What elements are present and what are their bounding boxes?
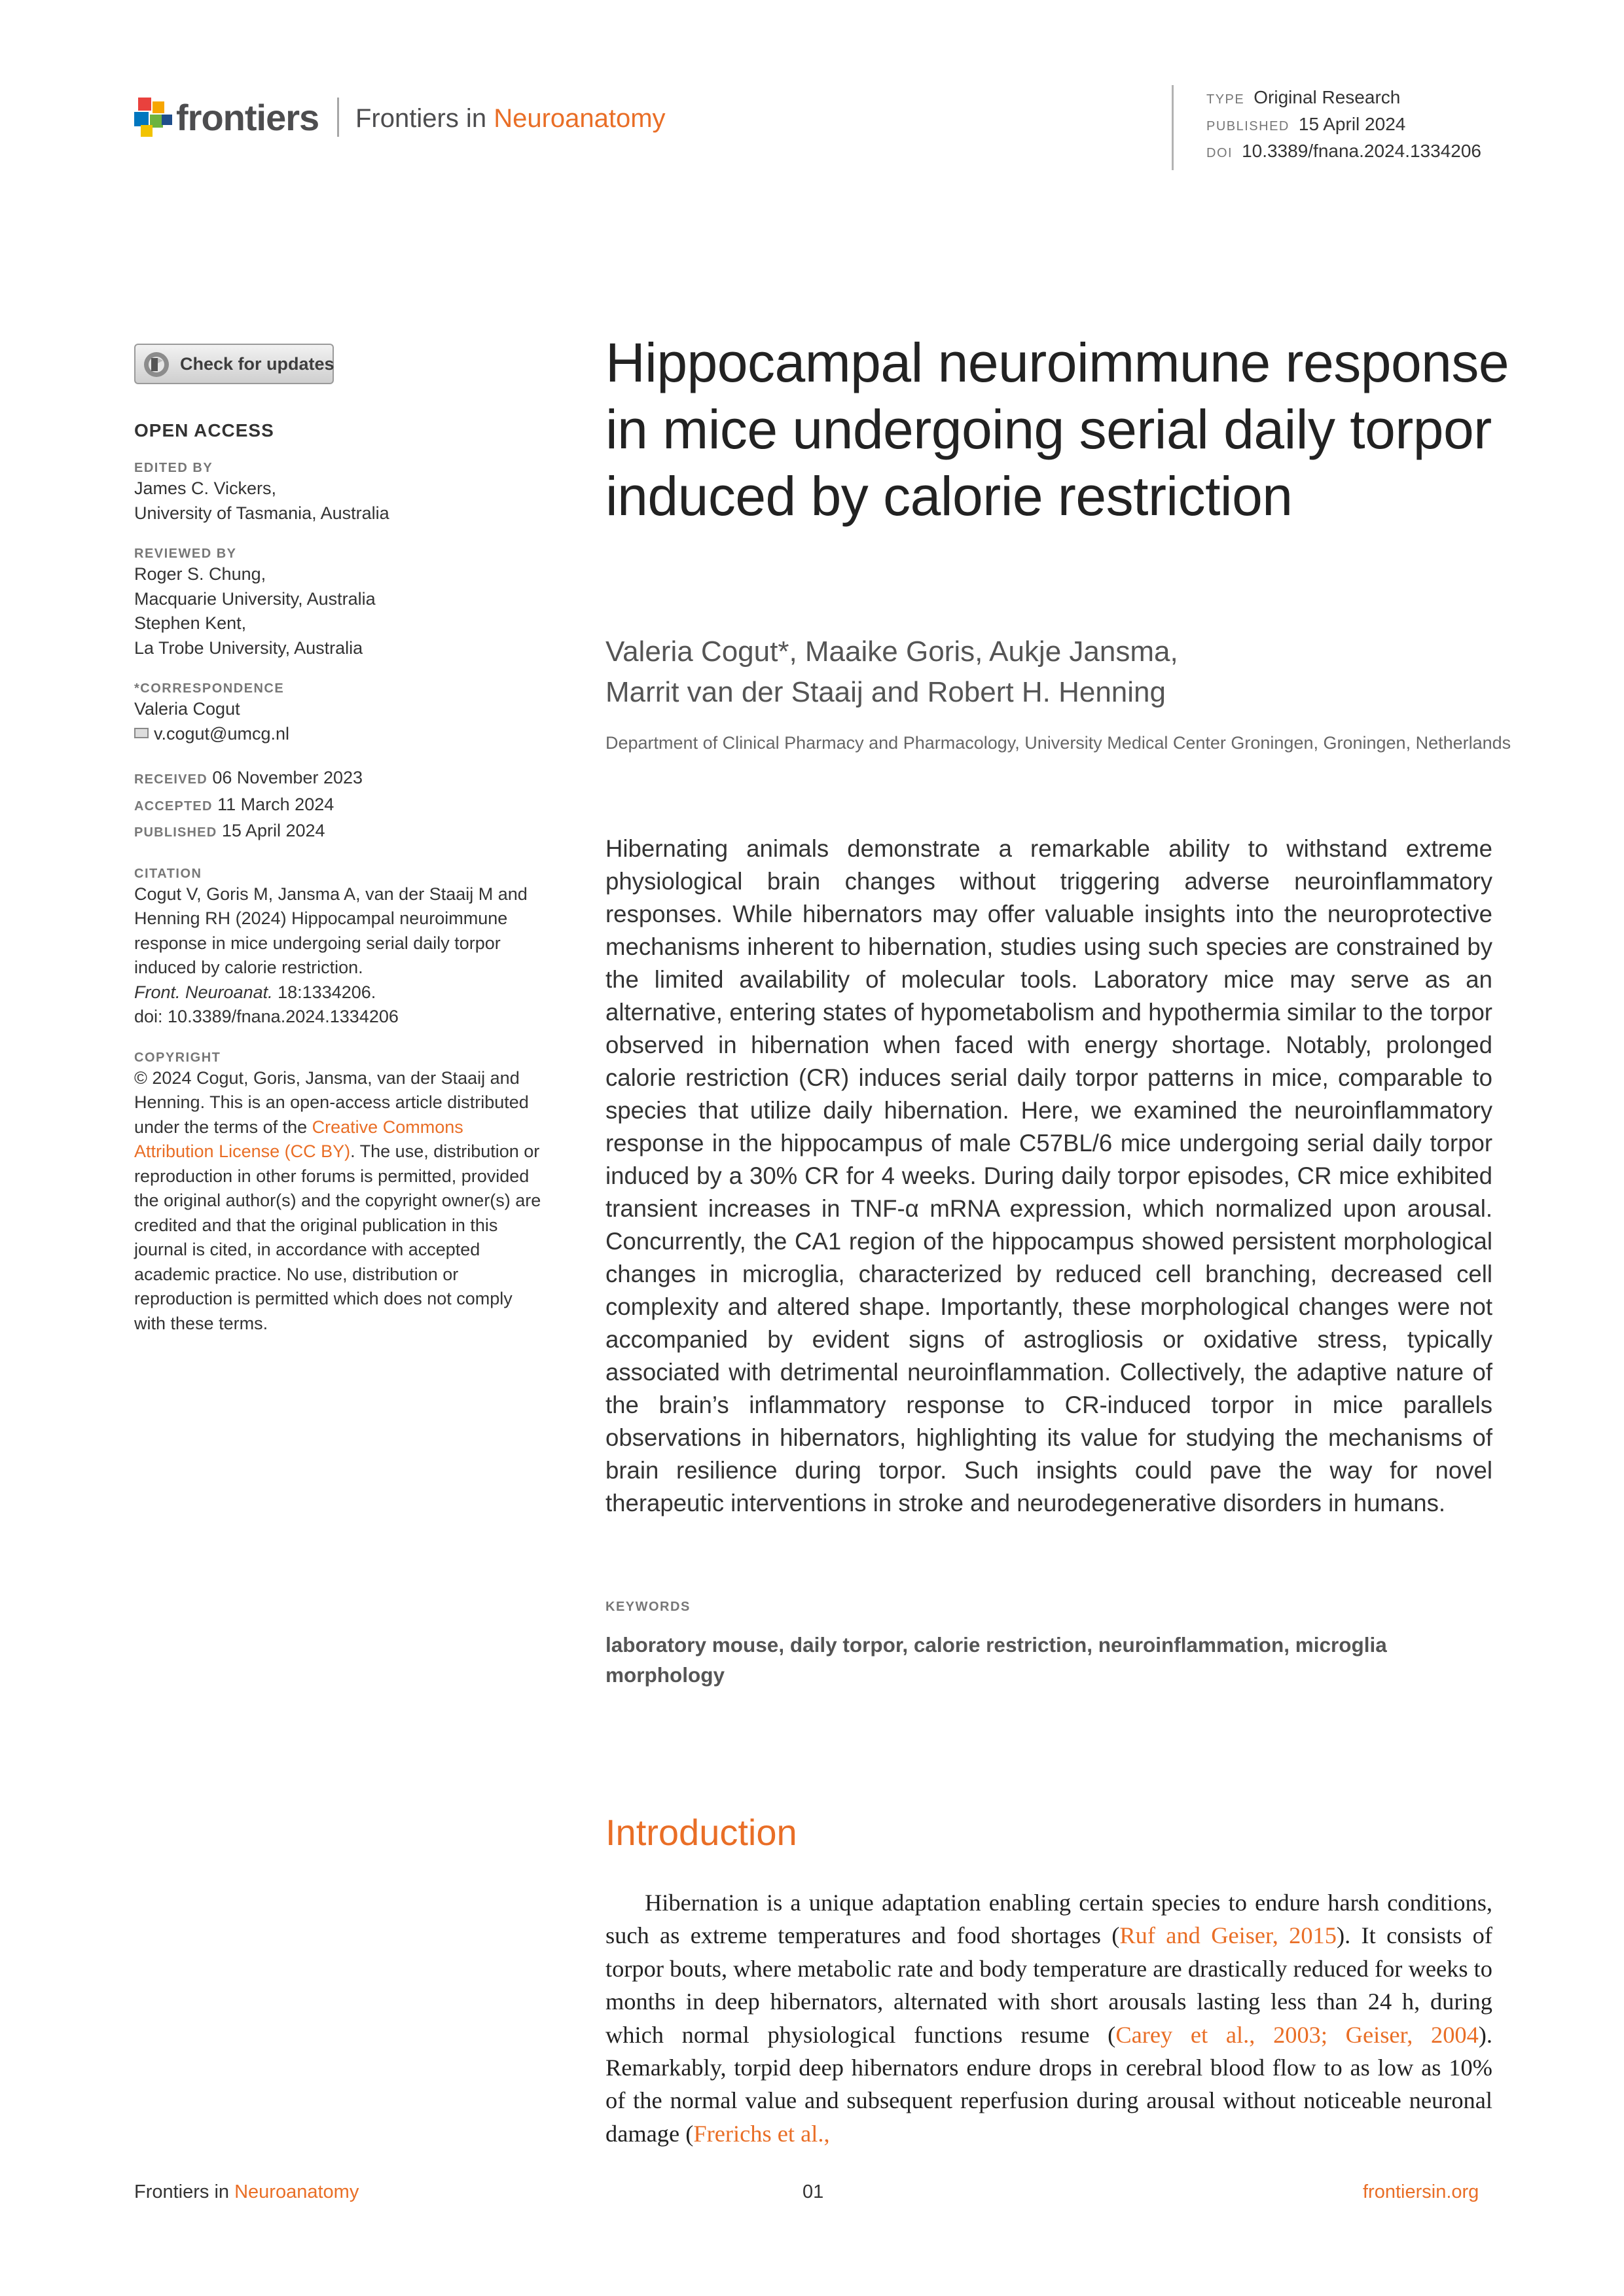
editor-info: James C. Vickers, University of Tasmania, Australia — [134, 478, 389, 523]
open-access-label: OPEN ACCESS — [134, 420, 274, 440]
edited-by-label: EDITED BY — [134, 461, 213, 475]
brand-name: frontiers — [176, 97, 319, 138]
correspondence-email-row — [134, 722, 547, 747]
correspondence-name: Valeria Cogut — [134, 699, 240, 719]
journal-name: Neuroanatomy — [494, 104, 666, 133]
license-link[interactable]: Creative Commons Attribution License (CC BY) — [134, 1117, 463, 1161]
footer-site-link[interactable]: frontiersin.org — [1363, 2181, 1479, 2202]
reviewed-by-label: REVIEWED BY — [134, 547, 237, 561]
frontiers-logo-icon — [134, 98, 173, 137]
reviewer-info: Roger S. Chung, Macquarie University, Australia Stephen Kent, La Trobe University, Australia — [134, 564, 376, 658]
published-date: PUBLISHED 15 April 2024 — [134, 821, 325, 840]
keywords-label: KEYWORDS — [605, 1600, 691, 1614]
journal-logo — [134, 95, 815, 141]
crossmark-icon — [142, 350, 171, 379]
article-dates — [134, 766, 547, 846]
citation-link[interactable]: Frerichs et al., — [693, 2120, 830, 2147]
sidebar — [134, 344, 547, 1336]
meta-type: TYPE Original Research — [1206, 87, 1401, 107]
copyright-text: © 2024 Cogut, Goris, Jansma, van der Staaij and Henning. This is an open-access article distributed under the terms of the Creative Commons Attribution License (CC BY). The use, distribution or reproduction in other forums is permitted, provided the original author(s) and the copyright owner(s) are credited and that the original publication in this journal is cited, in accordance with accepted academic practice. No use, distribution or reproduction is permitted which does not comply with these terms. — [134, 1067, 541, 1333]
introduction-paragraph: Hibernation is a unique adaptation enabling certain species to endure harsh conditions, such as extreme temperatures and food shortages (Ruf and Geiser, 2015). It consists of torpor bouts, where metabolic rate and body temperature are drastically reduced for weeks to months in deep hibernators, alternated with short arousals lasting less than 24 h, during which normal physiological functions resume (Carey et al., 2003; Geiser, 2004). Remarkably, torpid deep hibernators endure drops in cerebral blood flow to as low as 10% of the normal value and subsequent reperfusion during arousal without noticeable neuronal damage (Frerichs et al., — [605, 1890, 1493, 2147]
citation-link[interactable]: Carey et al., 2003; Geiser, 2004 — [1115, 2021, 1479, 2048]
meta-published: PUBLISHED 15 April 2024 — [1206, 114, 1406, 134]
abstract: Hibernating animals demonstrate a remarkable ability to withstand extreme physiological brain changes without triggering adverse neuroinflammatory responses. While hibernators may offer valuable insights into the neuroprotective mechanisms inherent to hibernation, studies using such species are constrained by the limited availability of molecular tools. Laboratory mice may serve as an alternative, entering states of hypometabolism and hypothermia similar to the torpor observed in hibernation when faced with energy shortage. Notably, prolonged calorie restriction (CR) induces serial daily torpor patterns in mice, comparable to species that utilize daily hibernation. Here, we examined the neuroinflammatory response in the hippocampus of male C57BL/6 mice undergoing serial daily torpor induced by a 30% CR for 4 weeks. During daily torpor episodes, CR mice exhibited transient increases in TNF-α mRNA expression, which normalized upon arousal. Concurrently, the CA1 region of the hippocampus showed persistent morphological changes in microglia, characterized by reduced cell branching, decreased cell complexity and altered shape. Importantly, these morphological changes were not accompanied by evident signs of astrogliosis or oxidative stress, typically associated with detrimental neuroinflammation. Collectively, the adaptive nature of the brain’s inflammatory response to CR-induced torpor in mice parallels observations in hibernators, highlighting its value for studying the mechanisms of brain resilience during torpor. Such insights could pave the way for novel therapeutic interventions in stroke and neurodegenerative disorders in humans. — [605, 835, 1492, 1516]
citation-text: Cogut V, Goris M, Jansma A, van der Staaij M and Henning RH (2024) Hippocampal neuroimmune response in mice undergoing serial daily torpor induced by calorie restriction. Front. Neuroanat. 18:1334206. doi: 10.3389/fnana.2024.1334206 — [134, 884, 528, 1026]
envelope-icon — [134, 728, 149, 738]
page-number: 01 — [803, 2181, 824, 2202]
affiliation: Department of Clinical Pharmacy and Pharmacology, University Medical Center Groningen, Groningen, Netherlands — [605, 733, 1511, 753]
correspondence-label: *CORRESPONDENCE — [134, 681, 285, 696]
copyright-label: COPYRIGHT — [134, 1050, 221, 1065]
footer-journal: Frontiers in Neuroanatomy — [134, 2181, 359, 2202]
check-for-updates-button[interactable] — [134, 344, 334, 384]
article-title: Hippocampal neuroimmune response in mice undergoing serial daily torpor induced by calorie restriction — [605, 332, 1509, 527]
correspondence-email[interactable]: v.cogut@umcg.nl — [154, 723, 289, 744]
meta-doi: DOI 10.3389/fnana.2024.1334206 — [1206, 141, 1481, 161]
journal-title — [355, 96, 666, 141]
keywords: laboratory mouse, daily torpor, calorie restriction, neuroinflammation, microglia morphology — [605, 1633, 1387, 1687]
accepted-date: ACCEPTED 11 March 2024 — [134, 794, 334, 814]
citation-link[interactable]: Ruf and Geiser, 2015 — [1119, 1922, 1337, 1949]
check-for-updates-label: Check for updates — [180, 354, 334, 374]
received-date: RECEIVED 06 November 2023 — [134, 768, 363, 787]
correspondence-info — [134, 697, 547, 746]
section-heading-introduction: Introduction — [605, 1812, 797, 1853]
citation-label: CITATION — [134, 866, 202, 881]
doi-link[interactable]: 10.3389/fnana.2024.1334206 — [1242, 141, 1481, 161]
author-list: Valeria Cogut*, Maaike Goris, Aukje Jansma, Marrit van der Staaij and Robert H. Henning — [605, 636, 1178, 708]
article-meta — [1172, 85, 1564, 170]
logo-divider — [337, 98, 339, 137]
journal-prefix: Frontiers in — [355, 104, 487, 133]
